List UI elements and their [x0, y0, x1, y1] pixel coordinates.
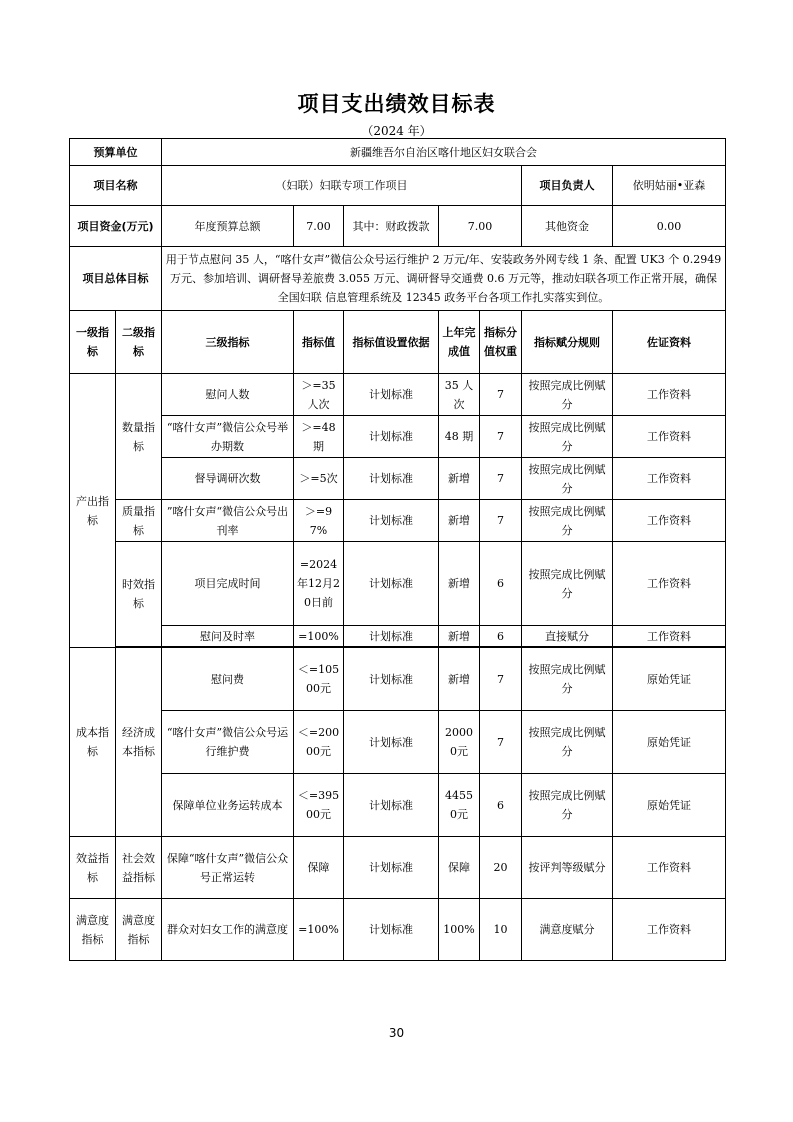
rule-cell: 按评判等级赋分 — [522, 837, 613, 899]
table-row — [70, 648, 726, 711]
performance-table — [69, 138, 726, 961]
last-year-cell: 48 期 — [439, 416, 480, 458]
other-value: 0.00 — [613, 206, 726, 247]
evidence-cell: 工作资料 — [613, 500, 726, 542]
fiscal-label: 其中：财政拨款 — [344, 206, 439, 247]
value-cell: ＜=39500元 — [294, 774, 344, 837]
rule-cell: 按照完成比例赋分 — [522, 500, 613, 542]
l1-satisfaction: 满意度指标 — [70, 899, 116, 961]
basis-cell: 计划标准 — [344, 374, 439, 416]
l2-timeliness: 时效指标 — [116, 542, 162, 647]
weight-cell: 10 — [480, 899, 522, 961]
l3-cell: 项目完成时间 — [162, 542, 294, 626]
evidence-cell: 原始凭证 — [613, 774, 726, 837]
l3-cell: 慰问费 — [162, 648, 294, 711]
l2-quality: 质量指标 — [116, 500, 162, 542]
project-leader-label: 项目负责人 — [522, 166, 613, 206]
header-evidence: 佐证资料 — [613, 311, 726, 374]
page-title: 项目支出绩效目标表 — [297, 91, 496, 116]
basis-cell: 计划标准 — [344, 626, 439, 647]
rule-cell: 满意度赋分 — [522, 899, 613, 961]
weight-cell: 6 — [480, 542, 522, 626]
last-year-cell: 保障 — [439, 837, 480, 899]
table-row — [70, 416, 726, 458]
year-label: （2024 年） — [361, 124, 432, 138]
project-name-value: （妇联）妇联专项工作项目 — [162, 166, 522, 206]
header-row — [70, 311, 726, 374]
rule-cell: 按照完成比例赋分 — [522, 711, 613, 774]
weight-cell: 7 — [480, 648, 522, 711]
table-row — [70, 542, 726, 626]
evidence-cell: 原始凭证 — [613, 648, 726, 711]
l2-satisfaction: 满意度指标 — [116, 899, 162, 961]
value-cell: ＞=48期 — [294, 416, 344, 458]
rule-cell: 按照完成比例赋分 — [522, 416, 613, 458]
evidence-cell: 工作资料 — [613, 899, 726, 961]
row-project-name — [70, 166, 726, 206]
l3-cell: 保障“喀什女声”微信公众号正常运转 — [162, 837, 294, 899]
header-weight: 指标分值权重 — [480, 311, 522, 374]
header-l1: 一级指标 — [70, 311, 116, 374]
last-year-cell: 新增 — [439, 626, 480, 647]
last-year-cell: 新增 — [439, 648, 480, 711]
other-label: 其他资金 — [522, 206, 613, 247]
evidence-cell: 工作资料 — [613, 458, 726, 500]
header-rule: 指标赋分规则 — [522, 311, 613, 374]
last-year-cell: 35 人次 — [439, 374, 480, 416]
weight-cell: 7 — [480, 711, 522, 774]
last-year-cell: 100% — [439, 899, 480, 961]
header-value: 指标值 — [294, 311, 344, 374]
evidence-cell: 工作资料 — [613, 542, 726, 626]
table-row — [70, 899, 726, 961]
header-l3: 三级指标 — [162, 311, 294, 374]
last-year-cell: 20000元 — [439, 711, 480, 774]
l3-cell: “喀什女声”微信公众号运行维护费 — [162, 711, 294, 774]
l3-cell: 保障单位业务运转成本 — [162, 774, 294, 837]
table-row — [70, 374, 726, 416]
budget-unit-value: 新疆维吾尔自治区喀什地区妇女联合会 — [162, 139, 726, 166]
weight-cell: 6 — [480, 774, 522, 837]
row-goal — [70, 247, 726, 311]
l2-social: 社会效益指标 — [116, 837, 162, 899]
l1-output: 产出指标 — [70, 374, 116, 648]
value-cell: ＞=35人次 — [294, 374, 344, 416]
basis-cell: 计划标准 — [344, 711, 439, 774]
value-cell: ＜=10500元 — [294, 648, 344, 711]
l2-economic: 经济成本指标 — [116, 648, 162, 837]
budget-unit-label: 预算单位 — [70, 139, 162, 166]
l3-cell: 群众对妇女工作的满意度 — [162, 899, 294, 961]
rule-cell: 直接赋分 — [522, 626, 613, 647]
last-year-cell: 新增 — [439, 542, 480, 626]
l3-cell: 慰问及时率 — [162, 626, 294, 647]
header-last-year: 上年完成值 — [439, 311, 480, 374]
weight-cell: 7 — [480, 458, 522, 500]
value-cell: 保障 — [294, 837, 344, 899]
last-year-cell: 新增 — [439, 458, 480, 500]
basis-cell: 计划标准 — [344, 458, 439, 500]
basis-cell: 计划标准 — [344, 500, 439, 542]
funds-label: 项目资金(万元) — [70, 206, 162, 247]
table-row — [70, 711, 726, 774]
basis-cell: 计划标准 — [344, 837, 439, 899]
weight-cell: 20 — [480, 837, 522, 899]
weight-cell: 7 — [480, 374, 522, 416]
basis-cell: 计划标准 — [344, 899, 439, 961]
rule-cell: 按照完成比例赋分 — [522, 374, 613, 416]
header-basis: 指标值设置依据 — [344, 311, 439, 374]
page-number: 30 — [388, 1026, 405, 1040]
value-cell: ＞=5次 — [294, 458, 344, 500]
evidence-cell: 工作资料 — [613, 837, 726, 899]
goal-label: 项目总体目标 — [70, 247, 162, 311]
table-row — [70, 626, 726, 647]
l1-cost: 成本指标 — [70, 648, 116, 837]
evidence-cell: 原始凭证 — [613, 711, 726, 774]
value-cell: =100% — [294, 626, 344, 647]
table-row — [70, 500, 726, 542]
weight-cell: 7 — [480, 500, 522, 542]
table-row — [70, 458, 726, 500]
weight-cell: 6 — [480, 626, 522, 647]
project-leader-value: 依明姑丽•亚森 — [613, 166, 726, 206]
evidence-cell: 工作资料 — [613, 416, 726, 458]
last-year-cell: 新增 — [439, 500, 480, 542]
basis-cell: 计划标准 — [344, 416, 439, 458]
annual-budget-value: 7.00 — [294, 206, 344, 247]
l2-quantity: 数量指标 — [116, 374, 162, 500]
l3-cell: 慰问人数 — [162, 374, 294, 416]
l3-cell: “喀什女声”微信公众号举办期数 — [162, 416, 294, 458]
l3-cell: ”喀什女声“微信公众号出刊率 — [162, 500, 294, 542]
rule-cell: 按照完成比例赋分 — [522, 542, 613, 626]
value-cell: =100% — [294, 899, 344, 961]
row-funds — [70, 206, 726, 247]
annual-budget-label: 年度预算总额 — [162, 206, 294, 247]
rule-cell: 按照完成比例赋分 — [522, 458, 613, 500]
fiscal-value: 7.00 — [439, 206, 522, 247]
rule-cell: 按照完成比例赋分 — [522, 774, 613, 837]
rule-cell: 按照完成比例赋分 — [522, 648, 613, 711]
table-row — [70, 774, 726, 837]
row-budget-unit — [70, 139, 726, 166]
table-row — [70, 837, 726, 899]
evidence-cell: 工作资料 — [613, 374, 726, 416]
goal-text: 用于节点慰问 35 人，“喀什女声”微信公众号运行维护 2 万元/年、安装政务外网专线 1 条、配置 UK3 个 0.2949 万元、参加培训、调研督导差旅费 3.055 万元、调研督导交通费 0.6 万元等，推动妇联各项工作正常开展，确保全国妇联 信息管理系统及 12345 政务平台各项工作扎实落实到位。 — [162, 247, 726, 311]
value-cell: ＞=97% — [294, 500, 344, 542]
weight-cell: 7 — [480, 416, 522, 458]
l3-cell: 督导调研次数 — [162, 458, 294, 500]
value-cell: ＜=20000元 — [294, 711, 344, 774]
basis-cell: 计划标准 — [344, 648, 439, 711]
l1-benefit: 效益指标 — [70, 837, 116, 899]
value-cell: =2024年12月20日前 — [294, 542, 344, 626]
header-l2: 二级指标 — [116, 311, 162, 374]
last-year-cell: 44550元 — [439, 774, 480, 837]
basis-cell: 计划标准 — [344, 774, 439, 837]
evidence-cell: 工作资料 — [613, 626, 726, 647]
project-name-label: 项目名称 — [70, 166, 162, 206]
basis-cell: 计划标准 — [344, 542, 439, 626]
